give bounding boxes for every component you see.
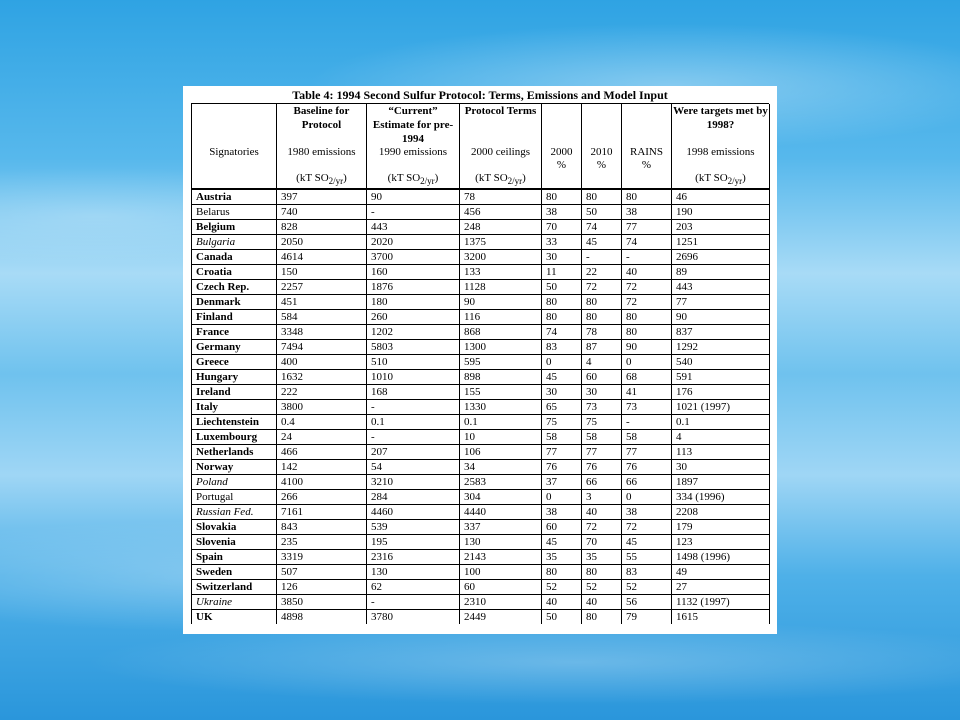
value-cell: 868 xyxy=(460,325,542,340)
value-cell: 155 xyxy=(460,385,542,400)
value-cell: - xyxy=(622,415,672,430)
value-cell: 828 xyxy=(277,220,367,235)
value-cell: 4460 xyxy=(367,505,460,520)
value-cell: 80 xyxy=(622,325,672,340)
country-cell: Denmark xyxy=(192,295,277,310)
value-cell: 37 xyxy=(542,475,582,490)
table-row xyxy=(192,355,770,370)
value-cell: 50 xyxy=(542,280,582,295)
value-cell: 80 xyxy=(582,610,622,625)
value-cell: 73 xyxy=(582,400,622,415)
value-cell: 334 (1996) xyxy=(672,490,770,505)
value-cell: 106 xyxy=(460,445,542,460)
value-cell: 30 xyxy=(542,385,582,400)
value-cell: 133 xyxy=(460,265,542,280)
value-cell: - xyxy=(367,595,460,610)
value-cell: 248 xyxy=(460,220,542,235)
value-cell: 3210 xyxy=(367,475,460,490)
country-cell: Belarus xyxy=(192,205,277,220)
table-row xyxy=(192,535,770,550)
header-row-units xyxy=(192,172,770,189)
value-cell: 30 xyxy=(542,250,582,265)
value-cell: 284 xyxy=(367,490,460,505)
table-row xyxy=(192,265,770,280)
value-cell: 3780 xyxy=(367,610,460,625)
value-cell: 0.1 xyxy=(460,415,542,430)
value-cell: 235 xyxy=(277,535,367,550)
header-row-sub xyxy=(192,146,770,172)
value-cell: 77 xyxy=(582,445,622,460)
country-cell: Czech Rep. xyxy=(192,280,277,295)
value-cell: 78 xyxy=(460,189,542,205)
table-row xyxy=(192,460,770,475)
country-cell: Slovakia xyxy=(192,520,277,535)
value-cell: 539 xyxy=(367,520,460,535)
value-cell: 3200 xyxy=(460,250,542,265)
value-cell: 73 xyxy=(622,400,672,415)
table-row xyxy=(192,430,770,445)
value-cell: 1375 xyxy=(460,235,542,250)
country-cell: Slovenia xyxy=(192,535,277,550)
value-cell: 72 xyxy=(582,520,622,535)
value-cell: 38 xyxy=(622,205,672,220)
value-cell: 45 xyxy=(542,535,582,550)
value-cell: 843 xyxy=(277,520,367,535)
table-row xyxy=(192,325,770,340)
table-row xyxy=(192,565,770,580)
country-cell: Finland xyxy=(192,310,277,325)
value-cell: 0 xyxy=(622,355,672,370)
value-cell: 87 xyxy=(582,340,622,355)
value-cell: 77 xyxy=(622,220,672,235)
value-cell: 80 xyxy=(582,189,622,205)
country-cell: Liechtenstein xyxy=(192,415,277,430)
country-cell: UK xyxy=(192,610,277,625)
value-cell: 72 xyxy=(622,295,672,310)
value-cell: 126 xyxy=(277,580,367,595)
value-cell: 90 xyxy=(367,189,460,205)
value-cell: 898 xyxy=(460,370,542,385)
value-cell: 3800 xyxy=(277,400,367,415)
table-row xyxy=(192,280,770,295)
value-cell: 5803 xyxy=(367,340,460,355)
value-cell: 72 xyxy=(582,280,622,295)
value-cell: 77 xyxy=(672,295,770,310)
value-cell: 40 xyxy=(542,595,582,610)
value-cell: 78 xyxy=(582,325,622,340)
table-row xyxy=(192,415,770,430)
country-cell: Russian Fed. xyxy=(192,505,277,520)
table-row xyxy=(192,295,770,310)
unit-label: (kT $SO_{2/yr}$) xyxy=(460,172,542,189)
value-cell: 90 xyxy=(460,295,542,310)
header-rains-pct: RAINS % xyxy=(622,146,672,172)
value-cell: 66 xyxy=(622,475,672,490)
value-cell: 176 xyxy=(672,385,770,400)
value-cell: 60 xyxy=(460,580,542,595)
country-cell: Ukraine xyxy=(192,595,277,610)
value-cell: 40 xyxy=(582,595,622,610)
country-cell: Bulgaria xyxy=(192,235,277,250)
value-cell: 11 xyxy=(542,265,582,280)
value-cell: 30 xyxy=(582,385,622,400)
value-cell: 130 xyxy=(367,565,460,580)
value-cell: 466 xyxy=(277,445,367,460)
value-cell: 222 xyxy=(277,385,367,400)
value-cell: 80 xyxy=(542,310,582,325)
table-row xyxy=(192,220,770,235)
value-cell: 1330 xyxy=(460,400,542,415)
value-cell: 4898 xyxy=(277,610,367,625)
value-cell: 0 xyxy=(622,490,672,505)
value-cell: 168 xyxy=(367,385,460,400)
value-cell: 80 xyxy=(582,295,622,310)
value-cell: 1615 xyxy=(672,610,770,625)
value-cell: 80 xyxy=(582,310,622,325)
unit-label: (kT $SO_{2/yr}$) xyxy=(367,172,460,189)
header-signatories: Signatories xyxy=(192,146,277,172)
value-cell: 456 xyxy=(460,205,542,220)
table-row xyxy=(192,550,770,565)
header-1990: 1990 emissions xyxy=(367,146,460,172)
value-cell: 52 xyxy=(622,580,672,595)
value-cell: - xyxy=(367,205,460,220)
emissions-table-container xyxy=(191,88,769,624)
value-cell: 0.4 xyxy=(277,415,367,430)
value-cell: 41 xyxy=(622,385,672,400)
value-cell: 30 xyxy=(672,460,770,475)
header-current-estimate: “Current” Estimate for pre-1994 xyxy=(367,104,460,146)
value-cell: 4 xyxy=(582,355,622,370)
header-2000-pct: 2000 % xyxy=(542,146,582,172)
country-cell: Sweden xyxy=(192,565,277,580)
value-cell: 79 xyxy=(622,610,672,625)
value-cell: 3319 xyxy=(277,550,367,565)
value-cell: - xyxy=(582,250,622,265)
country-cell: Italy xyxy=(192,400,277,415)
value-cell: 1202 xyxy=(367,325,460,340)
value-cell: 75 xyxy=(582,415,622,430)
value-cell: 2257 xyxy=(277,280,367,295)
value-cell: 55 xyxy=(622,550,672,565)
value-cell: 40 xyxy=(622,265,672,280)
value-cell: 100 xyxy=(460,565,542,580)
country-cell: Netherlands xyxy=(192,445,277,460)
value-cell: 130 xyxy=(460,535,542,550)
value-cell: 58 xyxy=(622,430,672,445)
value-cell: 77 xyxy=(622,445,672,460)
value-cell: 80 xyxy=(582,565,622,580)
value-cell: 443 xyxy=(672,280,770,295)
value-cell: 83 xyxy=(622,565,672,580)
value-cell: 83 xyxy=(542,340,582,355)
value-cell: 89 xyxy=(672,265,770,280)
value-cell: 56 xyxy=(622,595,672,610)
value-cell: 77 xyxy=(542,445,582,460)
value-cell: 443 xyxy=(367,220,460,235)
value-cell: 1010 xyxy=(367,370,460,385)
country-cell: Spain xyxy=(192,550,277,565)
value-cell: 260 xyxy=(367,310,460,325)
country-cell: Luxembourg xyxy=(192,430,277,445)
value-cell: 740 xyxy=(277,205,367,220)
value-cell: 0 xyxy=(542,355,582,370)
value-cell: 150 xyxy=(277,265,367,280)
country-cell: Canada xyxy=(192,250,277,265)
value-cell: 45 xyxy=(622,535,672,550)
value-cell: 34 xyxy=(460,460,542,475)
value-cell: 35 xyxy=(582,550,622,565)
value-cell: 540 xyxy=(672,355,770,370)
value-cell: 123 xyxy=(672,535,770,550)
country-cell: France xyxy=(192,325,277,340)
value-cell: 2583 xyxy=(460,475,542,490)
country-cell: Greece xyxy=(192,355,277,370)
value-cell: 584 xyxy=(277,310,367,325)
header-2010-pct: 2010 % xyxy=(582,146,622,172)
table-row xyxy=(192,205,770,220)
country-cell: Norway xyxy=(192,460,277,475)
table-row xyxy=(192,235,770,250)
value-cell: 60 xyxy=(542,520,582,535)
value-cell: 60 xyxy=(582,370,622,385)
value-cell: 1300 xyxy=(460,340,542,355)
value-cell: 90 xyxy=(672,310,770,325)
value-cell: 4614 xyxy=(277,250,367,265)
value-cell: 400 xyxy=(277,355,367,370)
value-cell: 80 xyxy=(542,295,582,310)
value-cell: 195 xyxy=(367,535,460,550)
value-cell: 90 xyxy=(622,340,672,355)
value-cell: 38 xyxy=(622,505,672,520)
value-cell: 58 xyxy=(542,430,582,445)
value-cell: 4100 xyxy=(277,475,367,490)
value-cell: 1128 xyxy=(460,280,542,295)
value-cell: - xyxy=(367,400,460,415)
value-cell: 179 xyxy=(672,520,770,535)
table-row xyxy=(192,385,770,400)
value-cell: 304 xyxy=(460,490,542,505)
value-cell: 72 xyxy=(622,280,672,295)
header-1980: 1980 emissions xyxy=(277,146,367,172)
value-cell: 22 xyxy=(582,265,622,280)
header-protocol-terms: Protocol Terms xyxy=(460,104,542,146)
value-cell: 7161 xyxy=(277,505,367,520)
emissions-table xyxy=(191,104,770,624)
value-cell: 2310 xyxy=(460,595,542,610)
value-cell: 0 xyxy=(542,490,582,505)
value-cell: 2208 xyxy=(672,505,770,520)
value-cell: 142 xyxy=(277,460,367,475)
value-cell: 2316 xyxy=(367,550,460,565)
value-cell: 66 xyxy=(582,475,622,490)
header-1998: 1998 emissions xyxy=(672,146,770,172)
value-cell: 1021 (1997) xyxy=(672,400,770,415)
value-cell: 2449 xyxy=(460,610,542,625)
value-cell: 160 xyxy=(367,265,460,280)
value-cell: 1498 (1996) xyxy=(672,550,770,565)
value-cell: 1876 xyxy=(367,280,460,295)
value-cell: 1632 xyxy=(277,370,367,385)
table-body xyxy=(192,189,770,624)
value-cell: 40 xyxy=(582,505,622,520)
country-cell: Croatia xyxy=(192,265,277,280)
value-cell: 203 xyxy=(672,220,770,235)
value-cell: 591 xyxy=(672,370,770,385)
value-cell: 397 xyxy=(277,189,367,205)
value-cell: 58 xyxy=(582,430,622,445)
value-cell: 180 xyxy=(367,295,460,310)
value-cell: 74 xyxy=(622,235,672,250)
value-cell: 10 xyxy=(460,430,542,445)
table-row xyxy=(192,445,770,460)
value-cell: 207 xyxy=(367,445,460,460)
header-signatories-top xyxy=(192,104,277,146)
table-title: Table 4: 1994 Second Sulfur Protocol: Terms, Emissions and Model Input xyxy=(191,88,769,104)
value-cell: 72 xyxy=(622,520,672,535)
value-cell: 62 xyxy=(367,580,460,595)
value-cell: 74 xyxy=(542,325,582,340)
value-cell: 7494 xyxy=(277,340,367,355)
value-cell: 1897 xyxy=(672,475,770,490)
value-cell: 80 xyxy=(542,189,582,205)
value-cell: 595 xyxy=(460,355,542,370)
value-cell: 510 xyxy=(367,355,460,370)
country-cell: Portugal xyxy=(192,490,277,505)
value-cell: 46 xyxy=(672,189,770,205)
value-cell: 76 xyxy=(622,460,672,475)
value-cell: 24 xyxy=(277,430,367,445)
country-cell: Germany xyxy=(192,340,277,355)
value-cell: 3348 xyxy=(277,325,367,340)
value-cell: 451 xyxy=(277,295,367,310)
table-row xyxy=(192,610,770,625)
value-cell: 80 xyxy=(622,189,672,205)
value-cell: 33 xyxy=(542,235,582,250)
value-cell: 4440 xyxy=(460,505,542,520)
unit-label: (kT $SO_{2/yr}$) xyxy=(277,172,367,189)
value-cell: 54 xyxy=(367,460,460,475)
country-cell: Hungary xyxy=(192,370,277,385)
value-cell: 0.1 xyxy=(672,415,770,430)
value-cell: 113 xyxy=(672,445,770,460)
value-cell: 52 xyxy=(582,580,622,595)
value-cell: 50 xyxy=(582,205,622,220)
table-row xyxy=(192,370,770,385)
value-cell: 1292 xyxy=(672,340,770,355)
value-cell: 2020 xyxy=(367,235,460,250)
table-row xyxy=(192,400,770,415)
value-cell: 837 xyxy=(672,325,770,340)
table-row xyxy=(192,520,770,535)
value-cell: 2696 xyxy=(672,250,770,265)
value-cell: 76 xyxy=(542,460,582,475)
value-cell: 80 xyxy=(542,565,582,580)
value-cell: 3700 xyxy=(367,250,460,265)
table-row xyxy=(192,595,770,610)
value-cell: 190 xyxy=(672,205,770,220)
country-cell: Belgium xyxy=(192,220,277,235)
header-baseline: Baseline for Protocol xyxy=(277,104,367,146)
value-cell: 0.1 xyxy=(367,415,460,430)
value-cell: 2143 xyxy=(460,550,542,565)
value-cell: 337 xyxy=(460,520,542,535)
table-row xyxy=(192,505,770,520)
value-cell: - xyxy=(367,430,460,445)
value-cell: 38 xyxy=(542,205,582,220)
country-cell: Poland xyxy=(192,475,277,490)
value-cell: 49 xyxy=(672,565,770,580)
value-cell: 507 xyxy=(277,565,367,580)
country-cell: Austria xyxy=(192,189,277,205)
value-cell: 35 xyxy=(542,550,582,565)
slide-content-panel xyxy=(183,86,777,634)
value-cell: 50 xyxy=(542,610,582,625)
header-targets-met: Were targets met by 1998? xyxy=(672,104,770,146)
table-row xyxy=(192,475,770,490)
value-cell: 1251 xyxy=(672,235,770,250)
value-cell: 70 xyxy=(582,535,622,550)
header-2000-ceilings: 2000 ceilings xyxy=(460,146,542,172)
value-cell: - xyxy=(622,250,672,265)
table-row xyxy=(192,310,770,325)
value-cell: 68 xyxy=(622,370,672,385)
value-cell: 76 xyxy=(582,460,622,475)
header-row-top xyxy=(192,104,770,146)
value-cell: 74 xyxy=(582,220,622,235)
table-row xyxy=(192,189,770,205)
value-cell: 65 xyxy=(542,400,582,415)
value-cell: 80 xyxy=(622,310,672,325)
value-cell: 3850 xyxy=(277,595,367,610)
value-cell: 3 xyxy=(582,490,622,505)
value-cell: 266 xyxy=(277,490,367,505)
table-row xyxy=(192,250,770,265)
value-cell: 45 xyxy=(582,235,622,250)
value-cell: 2050 xyxy=(277,235,367,250)
value-cell: 4 xyxy=(672,430,770,445)
value-cell: 38 xyxy=(542,505,582,520)
country-cell: Switzerland xyxy=(192,580,277,595)
value-cell: 52 xyxy=(542,580,582,595)
table-row xyxy=(192,490,770,505)
table-row xyxy=(192,580,770,595)
country-cell: Ireland xyxy=(192,385,277,400)
value-cell: 70 xyxy=(542,220,582,235)
value-cell: 1132 (1997) xyxy=(672,595,770,610)
value-cell: 45 xyxy=(542,370,582,385)
value-cell: 116 xyxy=(460,310,542,325)
value-cell: 27 xyxy=(672,580,770,595)
unit-label: (kT $SO_{2/yr}$) xyxy=(672,172,770,189)
table-row xyxy=(192,340,770,355)
value-cell: 75 xyxy=(542,415,582,430)
